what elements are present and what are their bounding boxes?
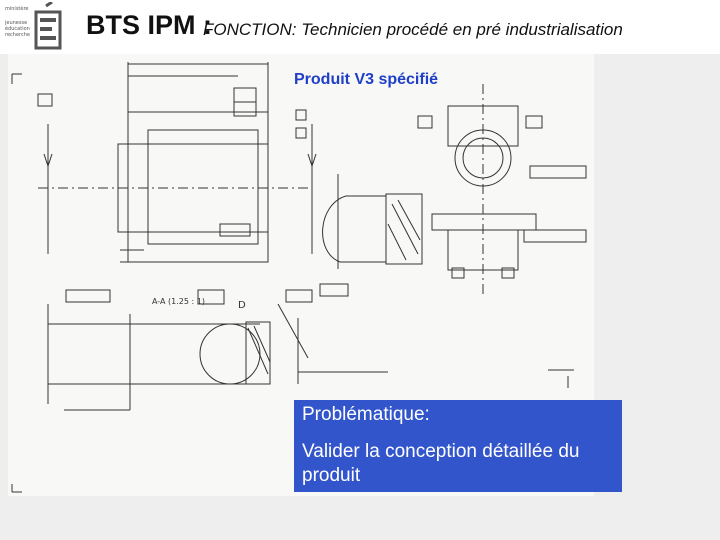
- slide-subtitle: FONCTION: Technicien procédé en pré industrialisation: [203, 20, 623, 39]
- problem-text: Valider la conception détaillée du produit: [302, 441, 580, 486]
- svg-text:éducation: éducation: [5, 26, 30, 32]
- slide-header: [0, 0, 720, 54]
- slide-title: BTS IPM :: [86, 10, 212, 40]
- ministry-logo: [2, 2, 64, 52]
- detail-label: D: [238, 300, 246, 311]
- drawing-caption: Produit V3 spécifié: [294, 71, 439, 88]
- problem-box: [294, 400, 622, 492]
- problem-heading: Problématique:: [302, 404, 430, 425]
- svg-text:jeunesse: jeunesse: [5, 20, 28, 26]
- svg-text:recherche: recherche: [5, 32, 30, 38]
- svg-text:ministère: ministère: [5, 6, 29, 12]
- section-label: A-A (1.25 : 1): [152, 297, 205, 306]
